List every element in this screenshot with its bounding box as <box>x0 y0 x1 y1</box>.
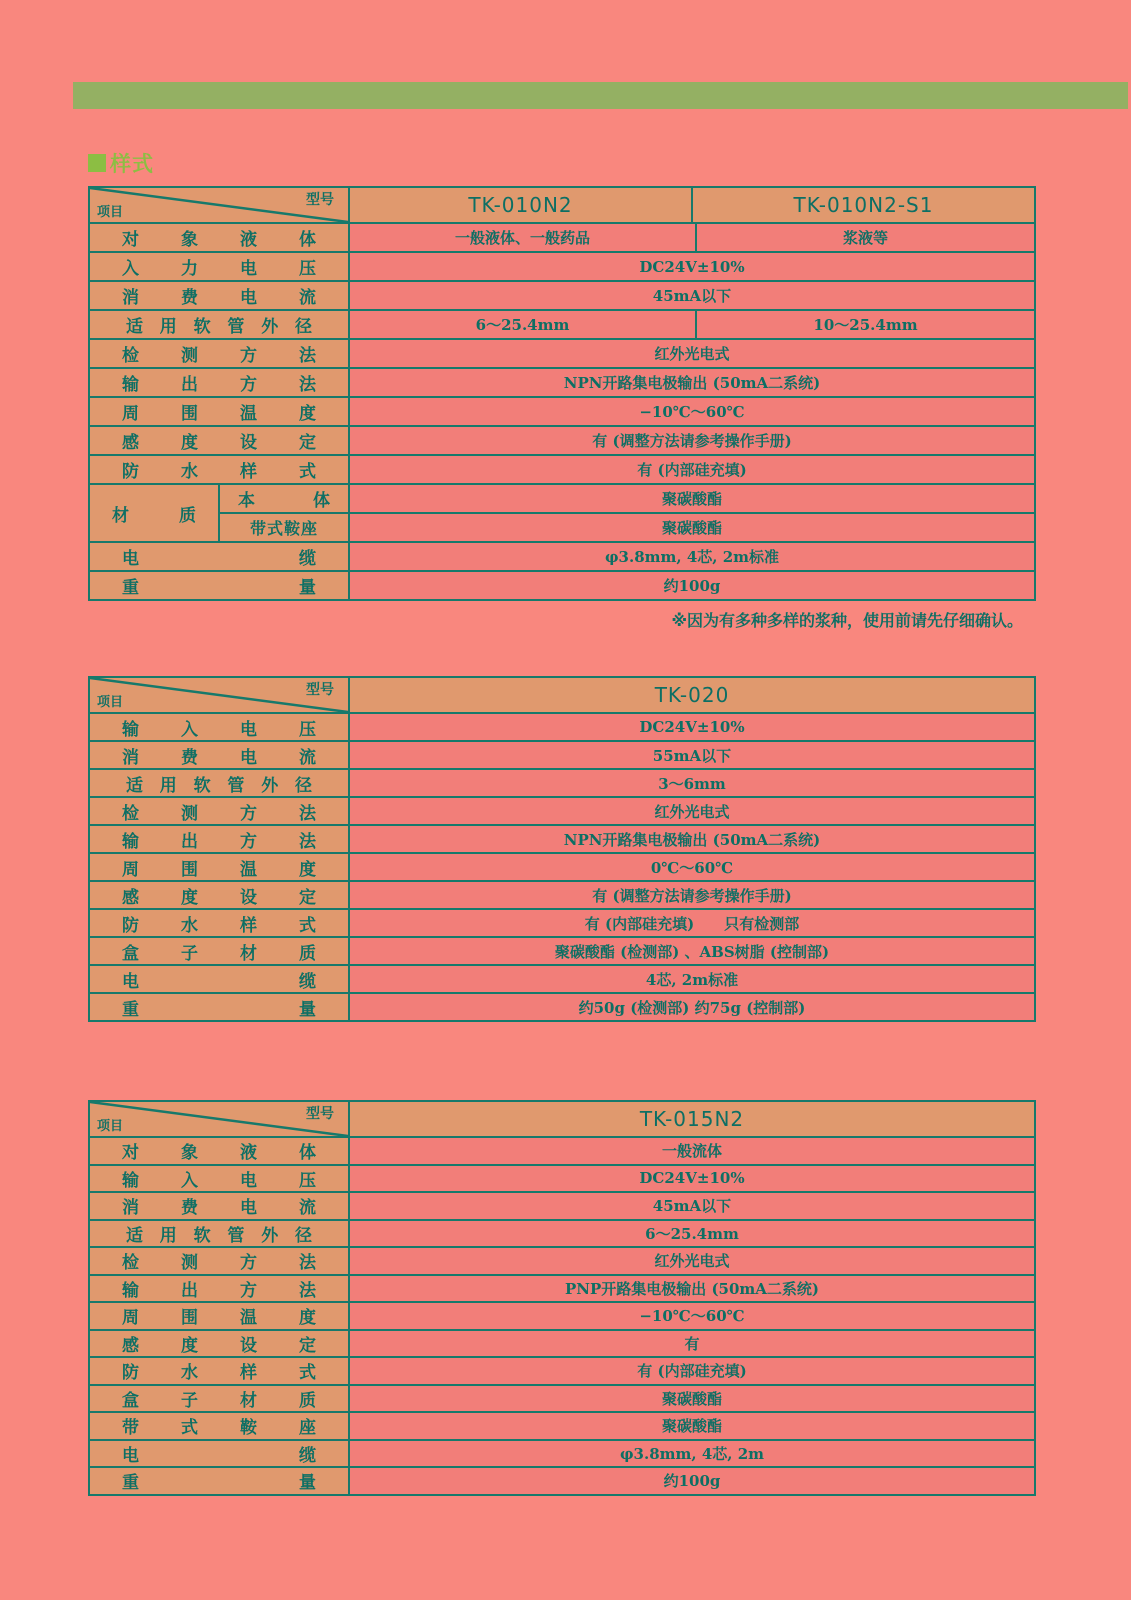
table-row <box>90 1164 1034 1192</box>
row-value: DC24V±10% <box>350 714 1034 740</box>
label-char: 消 <box>122 1198 139 1219</box>
row-label <box>90 714 350 740</box>
label-char: 防 <box>122 915 139 936</box>
table-row <box>90 1411 1034 1439</box>
row-label <box>90 882 350 908</box>
label-char: 本 <box>238 491 255 511</box>
label-char: 方 <box>240 346 257 366</box>
label-char: 样 <box>240 1363 257 1384</box>
label-char: 样 <box>240 462 257 482</box>
row-value: PNP开路集电极输出 (50mA二系统) <box>350 1276 1034 1302</box>
label-char: 重 <box>122 999 139 1020</box>
label-char: 对 <box>122 230 139 250</box>
row-label <box>90 966 350 992</box>
label-char: 量 <box>299 578 316 598</box>
label-char: 外 <box>261 317 279 337</box>
row-label <box>90 1386 350 1412</box>
corner-item-label: 项目 <box>97 205 124 220</box>
label-char: 管 <box>227 775 245 796</box>
row-value: 45mA以下 <box>350 282 1034 309</box>
table-group-row <box>90 483 1034 541</box>
row-label <box>90 1468 350 1494</box>
label-char: 入 <box>122 259 139 279</box>
label-char: 周 <box>122 404 139 424</box>
label-char: 周 <box>122 859 139 880</box>
row-value: 约100g <box>350 572 1034 599</box>
label-char: 径 <box>294 775 312 796</box>
label-char: 径 <box>294 317 312 337</box>
label-char: 管 <box>227 1225 245 1246</box>
top-accent-bar <box>73 82 1128 109</box>
label-char: 电 <box>240 747 257 768</box>
label-char: 电 <box>240 1170 257 1191</box>
corner-item-label: 项目 <box>97 695 124 710</box>
row-label <box>90 1138 350 1164</box>
label-char: 质 <box>299 943 316 964</box>
row-label <box>90 1221 350 1247</box>
model-name-header: TK-010N2 <box>468 193 573 217</box>
label-char: 测 <box>181 346 198 366</box>
sub-row-value: 聚碳酸酯 <box>350 485 1034 512</box>
row-value: 红外光电式 <box>350 1248 1034 1274</box>
label-char: 缆 <box>299 1445 316 1466</box>
label-char: 电 <box>122 549 139 569</box>
label-char: 电 <box>240 288 257 308</box>
label-char: 压 <box>299 259 316 279</box>
row-value: NPN开路集电极输出 (50mA二系统) <box>350 369 1034 396</box>
label-char: 输 <box>122 375 139 395</box>
footnote: ※因为有多种多样的浆种，使用前请先仔细确认。 <box>671 611 1023 630</box>
label-char: 压 <box>299 719 316 740</box>
label-char: 盒 <box>122 943 139 964</box>
row-value: 红外光电式 <box>350 798 1034 824</box>
label-char: 样 <box>240 915 257 936</box>
table-row <box>90 251 1034 280</box>
row-label <box>90 543 350 570</box>
table-row <box>90 570 1034 599</box>
corner-model-label: 型号 <box>306 682 334 698</box>
label-char: 流 <box>299 747 316 768</box>
label-char: 防 <box>122 1363 139 1384</box>
corner-item-label: 项目 <box>97 1119 124 1134</box>
row-value: DC24V±10% <box>350 1166 1034 1192</box>
table-row <box>90 1329 1034 1357</box>
table-row <box>90 309 1034 338</box>
label-char: 感 <box>122 1335 139 1356</box>
spec-table-tk020 <box>88 676 1036 1022</box>
label-char: 消 <box>122 747 139 768</box>
label-char: 法 <box>299 346 316 366</box>
row-label <box>90 1358 350 1384</box>
label-char: 体 <box>299 1143 316 1164</box>
label-char: 径 <box>294 1225 312 1246</box>
label-char: 流 <box>299 1198 316 1219</box>
table-row <box>90 425 1034 454</box>
label-char: 度 <box>299 1308 316 1329</box>
row-label <box>90 253 350 280</box>
table-row <box>90 880 1034 908</box>
label-char: 方 <box>240 1253 257 1274</box>
table-row <box>90 1246 1034 1274</box>
row-label <box>90 1303 350 1329</box>
row-label <box>90 938 350 964</box>
row-value: 有 <box>350 1331 1034 1357</box>
label-char: 检 <box>122 1253 139 1274</box>
label-char: 质 <box>179 505 196 526</box>
table-row <box>90 1274 1034 1302</box>
row-label <box>90 456 350 483</box>
section-bullet-icon <box>88 154 106 172</box>
sub-row-label: 带式鞍座 <box>220 512 348 541</box>
label-char: 围 <box>181 404 198 424</box>
label-char: 出 <box>181 375 198 395</box>
row-value: 有 (内部硅充填) <box>350 456 1034 483</box>
corner-model-label: 型号 <box>306 1106 334 1122</box>
corner-cell <box>90 188 350 222</box>
label-char: 设 <box>240 433 257 453</box>
label-char: 出 <box>181 831 198 852</box>
sub-row-value: 聚碳酸酯 <box>350 512 1034 541</box>
label-char: 软 <box>193 1225 211 1246</box>
row-value: 红外光电式 <box>350 340 1034 367</box>
table-row <box>90 992 1034 1020</box>
label-char: 电 <box>240 259 257 279</box>
row-value: −10℃～60℃ <box>350 1303 1034 1329</box>
table-row <box>90 796 1034 824</box>
label-char: 法 <box>299 375 316 395</box>
row-value: φ3.8mm, 4芯, 2m标准 <box>350 543 1034 570</box>
label-char: 设 <box>240 1335 257 1356</box>
label-char: 适 <box>126 1225 143 1246</box>
label-char: 测 <box>181 1253 198 1274</box>
group-label <box>90 485 220 541</box>
table-row <box>90 712 1034 740</box>
table-row <box>90 740 1034 768</box>
label-char: 量 <box>299 1473 316 1494</box>
row-value: 0℃～60℃ <box>350 854 1034 880</box>
label-char: 象 <box>181 230 198 250</box>
label-char: 软 <box>193 317 211 337</box>
label-char: 度 <box>181 1335 198 1356</box>
section-title-label: 样式 <box>110 152 154 176</box>
table-row <box>90 852 1034 880</box>
label-char: 盒 <box>122 1390 139 1411</box>
label-char: 用 <box>159 1225 177 1246</box>
label-char: 输 <box>122 719 139 740</box>
row-label <box>90 826 350 852</box>
table-header-row <box>90 188 1034 222</box>
label-char: 体 <box>313 491 330 511</box>
table-row <box>90 367 1034 396</box>
label-char: 围 <box>181 859 198 880</box>
label-char: 出 <box>181 1280 198 1301</box>
label-char: 设 <box>240 887 257 908</box>
label-char: 入 <box>181 719 198 740</box>
table-row <box>90 1356 1034 1384</box>
row-label <box>90 1331 350 1357</box>
label-char: 液 <box>240 1143 257 1164</box>
label-char: 适 <box>126 317 143 337</box>
row-value: 有 (调整方法请参考操作手册) <box>350 427 1034 454</box>
label-char: 式 <box>181 1418 198 1439</box>
table-row <box>90 1301 1034 1329</box>
label-char: 检 <box>122 346 139 366</box>
row-label <box>90 1441 350 1467</box>
label-char: 费 <box>181 747 198 768</box>
label-char: 式 <box>299 1363 316 1384</box>
row-value: 浆液等 <box>695 224 1034 251</box>
row-label <box>90 1413 350 1439</box>
table-row <box>90 1384 1034 1412</box>
row-value: 约50g (检测部) 约75g (控制部) <box>350 994 1034 1020</box>
label-char: 缆 <box>299 549 316 569</box>
label-char: 围 <box>181 1308 198 1329</box>
corner-model-label: 型号 <box>306 192 334 208</box>
label-char: 重 <box>122 1473 139 1494</box>
label-char: 鞍 <box>240 1418 257 1439</box>
row-value: 聚碳酸酯 (检测部) 、ABS树脂 (控制部) <box>350 938 1034 964</box>
label-char: 带 <box>122 1418 139 1439</box>
label-char: 压 <box>299 1170 316 1191</box>
label-char: 检 <box>122 803 139 824</box>
model-name-header: TK-020 <box>654 683 730 707</box>
table-row <box>90 541 1034 570</box>
corner-cell <box>90 678 350 712</box>
row-value: 10～25.4mm <box>695 311 1034 338</box>
group-sublabels <box>220 485 350 541</box>
row-value: 聚碳酸酯 <box>350 1386 1034 1412</box>
row-label <box>90 398 350 425</box>
row-value: 55mA以下 <box>350 742 1034 768</box>
table-row <box>90 824 1034 852</box>
label-char: 体 <box>299 230 316 250</box>
label-char: 电 <box>122 971 139 992</box>
label-char: 电 <box>122 1445 139 1466</box>
label-char: 式 <box>299 915 316 936</box>
row-value: 3～6mm <box>350 770 1034 796</box>
label-char: 电 <box>240 719 257 740</box>
label-char: 重 <box>122 578 139 598</box>
row-value: NPN开路集电极输出 (50mA二系统) <box>350 826 1034 852</box>
label-char: 温 <box>240 859 257 880</box>
row-value: −10℃～60℃ <box>350 398 1034 425</box>
label-char: 用 <box>159 317 177 337</box>
label-char: 流 <box>299 288 316 308</box>
label-char: 子 <box>181 943 198 964</box>
label-char: 方 <box>240 375 257 395</box>
label-char: 方 <box>240 831 257 852</box>
label-char: 材 <box>240 1390 257 1411</box>
label-char: 输 <box>122 1280 139 1301</box>
label-char: 输 <box>122 831 139 852</box>
sub-row-label <box>220 485 348 512</box>
row-label <box>90 1276 350 1302</box>
table-row <box>90 908 1034 936</box>
table-row <box>90 454 1034 483</box>
corner-cell <box>90 1102 350 1136</box>
row-value: 有 (内部硅充填) <box>350 1358 1034 1384</box>
label-char: 对 <box>122 1143 139 1164</box>
row-label <box>90 770 350 796</box>
label-char: 周 <box>122 1308 139 1329</box>
label-char: 用 <box>159 775 177 796</box>
label-char: 管 <box>227 317 245 337</box>
label-char: 费 <box>181 1198 198 1219</box>
label-char: 输 <box>122 1170 139 1191</box>
row-label <box>90 369 350 396</box>
row-value: DC24V±10% <box>350 253 1034 280</box>
table-row <box>90 936 1034 964</box>
row-label <box>90 1166 350 1192</box>
label-char: 子 <box>181 1390 198 1411</box>
row-value: 6～25.4mm <box>350 1221 1034 1247</box>
label-char: 法 <box>299 831 316 852</box>
label-char: 质 <box>299 1390 316 1411</box>
label-char: 度 <box>181 433 198 453</box>
row-value: 一般流体 <box>350 1138 1034 1164</box>
row-label <box>90 994 350 1020</box>
label-char: 方 <box>240 1280 257 1301</box>
row-value: 聚碳酸酯 <box>350 1413 1034 1439</box>
table-header-row <box>90 1102 1034 1136</box>
table-row <box>90 280 1034 309</box>
row-label <box>90 572 350 599</box>
label-char: 象 <box>181 1143 198 1164</box>
label-char: 温 <box>240 1308 257 1329</box>
row-value: φ3.8mm, 4芯, 2m <box>350 1441 1034 1467</box>
label-char: 水 <box>181 915 198 936</box>
model-name-header: TK-010N2-S1 <box>691 188 1034 222</box>
label-char: 度 <box>181 887 198 908</box>
label-char: 定 <box>299 433 316 453</box>
row-label <box>90 1248 350 1274</box>
model-name-header: TK-015N2 <box>639 1107 745 1131</box>
row-value: 一般液体、一般药品 <box>350 224 695 251</box>
label-char: 防 <box>122 462 139 482</box>
label-char: 消 <box>122 288 139 308</box>
label-char: 材 <box>112 505 129 526</box>
row-value: 有 (内部硅充填) 只有检测部 <box>350 910 1034 936</box>
row-value: 约100g <box>350 1468 1034 1494</box>
row-value: 6～25.4mm <box>350 311 695 338</box>
table-row <box>90 1219 1034 1247</box>
spec-table-tk015n2 <box>88 1100 1036 1496</box>
group-values <box>350 485 1034 541</box>
row-label <box>90 340 350 367</box>
label-char: 式 <box>299 462 316 482</box>
table-row <box>90 1191 1034 1219</box>
row-value: 有 (调整方法请参考操作手册) <box>350 882 1034 908</box>
table-row <box>90 1439 1034 1467</box>
label-char: 感 <box>122 887 139 908</box>
row-value: 4芯, 2m标准 <box>350 966 1034 992</box>
table-row <box>90 396 1034 425</box>
label-char: 定 <box>299 1335 316 1356</box>
label-char: 缆 <box>299 971 316 992</box>
label-char: 力 <box>181 259 198 279</box>
row-label <box>90 427 350 454</box>
label-char: 法 <box>299 803 316 824</box>
label-char: 感 <box>122 433 139 453</box>
table-row <box>90 338 1034 367</box>
table-row <box>90 964 1034 992</box>
label-char: 软 <box>193 775 211 796</box>
table-row <box>90 768 1034 796</box>
section-title <box>88 148 154 178</box>
label-char: 材 <box>240 943 257 964</box>
label-char: 度 <box>299 859 316 880</box>
table-row <box>90 1466 1034 1494</box>
label-char: 定 <box>299 887 316 908</box>
label-char: 法 <box>299 1253 316 1274</box>
label-char: 水 <box>181 1363 198 1384</box>
row-label <box>90 798 350 824</box>
label-char: 温 <box>240 404 257 424</box>
label-char: 适 <box>126 775 143 796</box>
table-row <box>90 222 1034 251</box>
label-char: 座 <box>299 1418 316 1439</box>
row-label <box>90 1193 350 1219</box>
label-char: 入 <box>181 1170 198 1191</box>
label-char: 外 <box>261 1225 279 1246</box>
label-char: 方 <box>240 803 257 824</box>
row-label <box>90 854 350 880</box>
label-char: 法 <box>299 1280 316 1301</box>
row-label <box>90 224 350 251</box>
label-char: 费 <box>181 288 198 308</box>
label-char: 水 <box>181 462 198 482</box>
row-label <box>90 910 350 936</box>
label-char: 度 <box>299 404 316 424</box>
label-char: 测 <box>181 803 198 824</box>
label-char: 外 <box>261 775 279 796</box>
label-char: 液 <box>240 230 257 250</box>
row-value: 45mA以下 <box>350 1193 1034 1219</box>
table-header-row <box>90 678 1034 712</box>
spec-table-tk010n2 <box>88 186 1036 601</box>
label-char: 电 <box>240 1198 257 1219</box>
row-label <box>90 282 350 309</box>
table-row <box>90 1136 1034 1164</box>
row-label <box>90 311 350 338</box>
row-label <box>90 742 350 768</box>
label-char: 量 <box>299 999 316 1020</box>
